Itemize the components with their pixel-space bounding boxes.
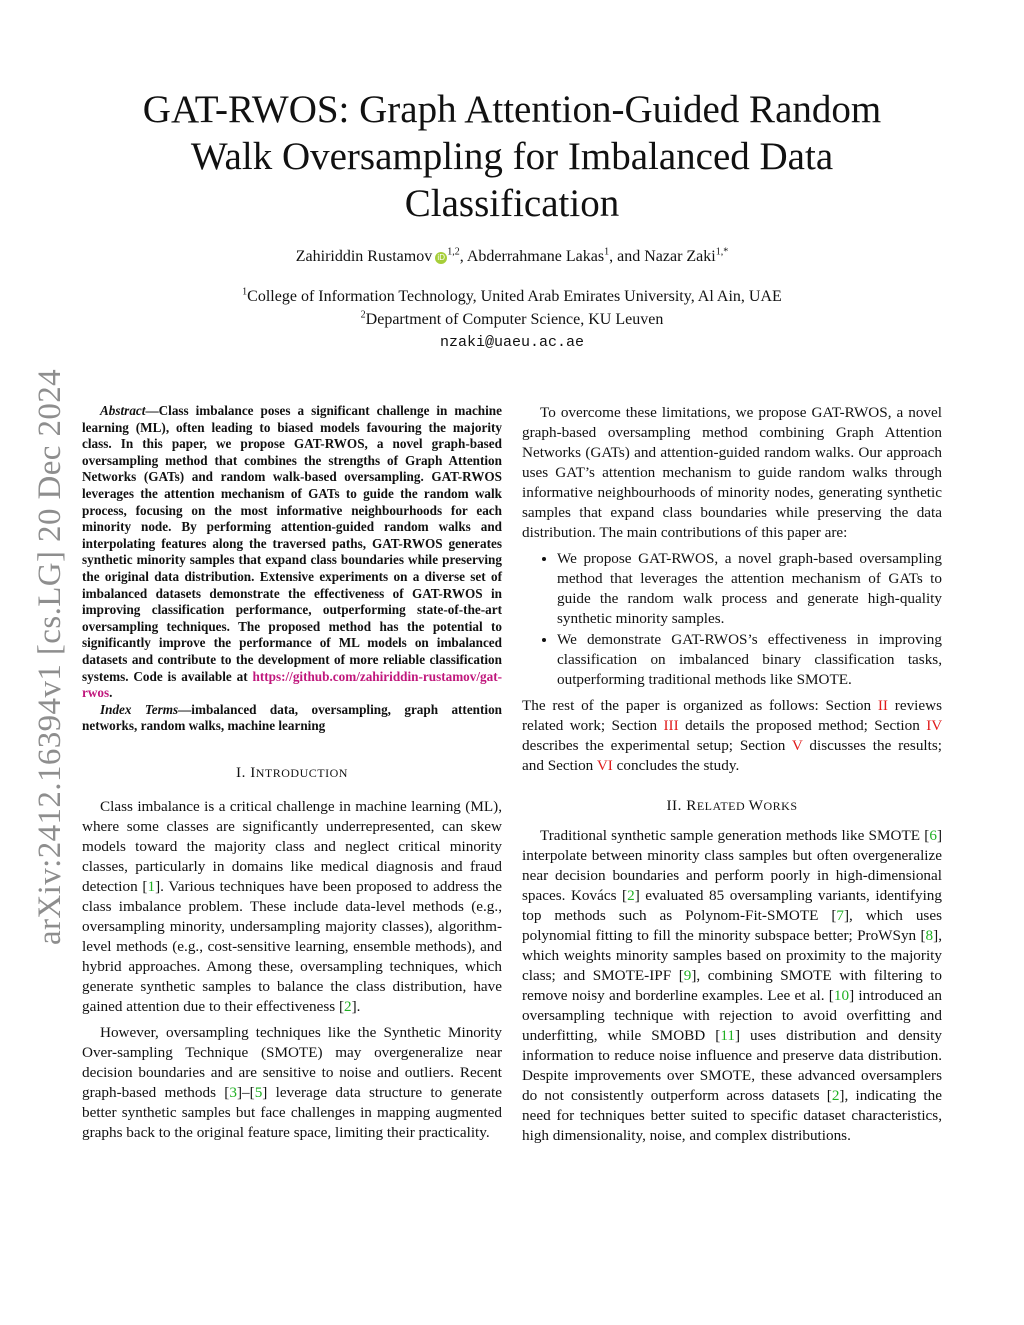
orcid-icon[interactable]: iD [435,252,447,264]
text-run: Traditional synthetic sample generation methods like SMOTE [ [540,827,930,844]
text-run: ]–[ [236,1083,255,1101]
citation-link[interactable]: 7 [836,907,844,924]
heading-rest: NTRODUCTION [255,765,348,780]
text-run: details the proposed method; Section [678,717,927,734]
heading-rest: ORKS [763,799,798,813]
text-run: reviews related work; Section [522,697,942,734]
citation-link[interactable]: 3 [229,1083,237,1101]
text-run: ], which weights minority samples based on proximity to the majority class; and SMOTE-IPF [ [522,927,942,984]
text-run: Class imbalance is a critical challenge in machine learning (ML), where some classes are significantly underrepresented, can skew models toward the majority class and neglect critical minority classes, particularly in domains like medical diagnosis and fraud detection [ [82,797,502,895]
section-link[interactable]: V [791,737,803,754]
affiliation-text: College of Information Technology, United Arab Emirates University, Al Ain, UAE [247,288,782,305]
heading-initial: R [686,797,697,814]
author-affiliation-mark: 1 [604,246,610,258]
arxiv-side-stamp: arXiv:2412.16394v1 [cs.LG] 20 Dec 2024 [32,368,68,945]
paper-title: GAT-RWOS: Graph Attention-Guided Random Walk Oversampling for Imbalanced Data Classification [142,88,882,225]
heading-rest: ELATED [696,799,749,813]
text-run: ] leverage data structure to generate better synthetic samples but face challenges in mapping augmented graphs back to the original feature space, limiting their practicality. [82,1083,502,1141]
intro-paragraph-2 [82,1023,502,1143]
abstract-end: . [109,685,113,701]
citation-link[interactable]: 11 [720,1027,735,1044]
list-item: • We propose GAT-RWOS, a novel graph-based oversampling method that leverages the attention mechanism of GATs to guide the random walk process and generate high-quality synthetic minority samples. [557,549,942,629]
affiliation-mark: 2 [360,309,366,321]
text-run: ] introduced an oversampling technique with rejection to avoid overfitting and underfitting, while SMOBD [ [522,987,942,1044]
intro-paragraph-1 [82,797,502,1017]
index-terms-label: Index Terms [100,701,179,717]
citation-link[interactable]: 2 [831,1087,840,1104]
affiliation-mark: 1 [242,286,248,298]
contributions-intro: To overcome these limitations, we propose GAT-RWOS, a novel graph-based oversampling method combining Graph Attention Networks (GATs) and attention-guided random walks. Our approach uses GAT’s attention mechanism to guide random walks through informative neighbourhoods of minority nodes, generating synthetic samples that expand class boundaries while preserving the data distribution. The main contributions of this paper are: [522,404,942,541]
right-column [522,403,942,1152]
citation-link[interactable]: 2 [627,887,635,904]
citation-link[interactable]: 1 [147,877,156,895]
citation-link[interactable]: 2 [344,997,352,1015]
affiliation-2 [100,311,924,329]
contact-email[interactable]: nzaki@uaeu.ac.ae [439,334,585,351]
heading-initial: W [748,797,764,814]
section-heading-related-works [522,796,942,816]
section-heading-introduction [82,763,502,783]
citation-link[interactable]: 5 [254,1083,263,1101]
affiliation-1 [100,288,924,306]
author-name: Nazar Zaki [644,248,716,265]
text-run: The rest of the paper is organized as follows: Section [522,697,878,714]
section-link[interactable]: III [663,717,679,734]
abstract [82,403,502,702]
contribution-list [522,549,942,690]
author-line [100,248,924,266]
affiliation-text: Department of Computer Science, KU Leuven [365,311,664,328]
section-link[interactable]: VI [596,757,613,774]
text-run: ], combining SMOTE with filtering to remove noisy and borderline examples. Lee et al. [ [522,967,942,1004]
index-terms-text: —imbalanced data, oversampling, graph attention networks, random walks, machine learning [82,701,502,734]
paper-organization-paragraph [522,696,942,776]
section-link[interactable]: II [877,697,888,714]
citation-link[interactable]: 8 [925,927,934,944]
text-run: describes the experimental setup; Section [522,737,792,754]
abstract-text: —Class imbalance poses a significant challenge in machine learning (ML), often leading to biased models favouring the majority class. In this paper, we propose GAT-RWOS, a novel graph-based oversampling method that combines the strengths of Graph Attention Networks (GATs) and random walk-based oversampling. GAT-RWOS leverages the attention mechanism of GATs to guide the random walk process, focusing on the most informative neighbourhoods for each minority node. By performing attention-guided random walks and interpolating features along the traversed paths, GAT-RWOS generates synthetic minority samples that expand class boundaries while preserving the original data distribution. Extensive experiments on a diverse set of imbalanced datasets demonstrate the effectiveness of GAT-RWOS in improving classification performance, outperforming state-of-the-art oversampling techniques. The proposed method has the potential to significantly improve the performance of ML models on imbalanced datasets and contribute to the development of more reliable classification systems. Code is available at [82,403,502,684]
text-run: ]. [351,997,361,1015]
section-number: I. [236,763,251,781]
text-run: However, oversampling techniques like the Synthetic Minority Over-sampling Technique (SMOTE) may overgeneralize near decision boundaries and are sensitive to noise and outliers. Recent graph-based methods [ [82,1023,502,1101]
text-run: ], indicating the need for techniques better suited to specific dataset characteristics, high dimensionality, noise, and complex distributions. [522,1087,942,1144]
text-run: ] evaluated 85 oversampling variants, identifying top methods such as Polynom-Fit-SMOTE [ [522,887,942,924]
list-item: • We demonstrate GAT-RWOS’s effectiveness in improving classification on imbalanced binary classification tasks, outperforming traditional methods like SMOTE. [557,630,942,690]
author-affiliation-mark: 1,* [715,246,729,258]
citation-link[interactable]: 9 [683,967,692,984]
section-number: II. [666,797,687,814]
left-column [82,403,502,1149]
index-terms [82,702,502,735]
code-link[interactable]: https://github.com/zahiriddin-rustamov/gat-rwos [82,668,502,701]
related-works-paragraph [522,826,942,1146]
text-run: ] interpolate between minority class samples but often overgeneralize near decision boundaries and perform poorly in high-dimensional spaces. Kovács [ [522,827,942,904]
text-run: ] uses distribution and density information to reduce noise influence and preserve data distribution. Despite improvements over SMOTE, these advanced oversamplers do not consistently outperform across datasets [ [522,1027,942,1104]
author-separator: , [459,248,467,265]
author-separator: , and [609,248,645,265]
text-run: ]. Various techniques have been proposed to address the class imbalance problem. These include data-level methods (e.g., oversampling minority, undersampling majority classes), algorithm-level methods (e.g., cost-sensitive learning, ensemble methods), and hybrid approaches. Among these, oversampling techniques, which generate synthetic samples to balance the class distribution, have gained attention due to their effectiveness [ [82,877,502,1015]
section-link[interactable]: IV [926,717,942,734]
author-affiliation-mark: 1,2 [447,246,460,258]
abstract-label: Abstract [100,403,146,418]
text-run: concludes the study. [612,757,740,774]
text-run: ], which uses polynomial fitting to fill the minority subspace better; ProWSyn [ [522,907,942,944]
citation-link[interactable]: 10 [833,987,850,1004]
citation-link[interactable]: 6 [929,827,937,844]
author-name: Abderrahmane Lakas [466,248,605,265]
text-run: discusses the results; and Section [522,737,942,774]
heading-initial: I [250,763,256,781]
author-name: Zahiriddin Rustamov [295,248,433,265]
